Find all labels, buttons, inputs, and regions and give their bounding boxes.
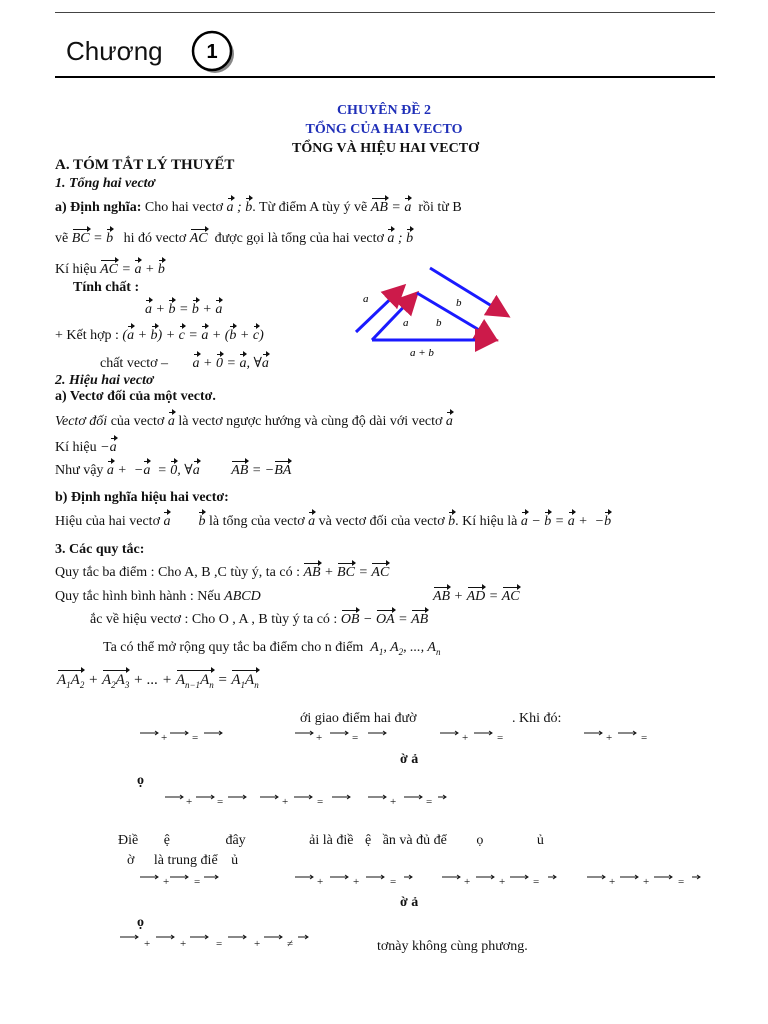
def-text-3: rồi từ B xyxy=(418,200,462,215)
extend-line: Ta có thể mở rộng quy tắc ba điểm cho n điểm $A_1$, $A_2$, ..., $A_n$ xyxy=(103,640,441,657)
label-a-mid: a xyxy=(403,317,409,329)
svg-text:=: = xyxy=(216,938,223,948)
cond-frag-4: ệ xyxy=(364,833,372,848)
rule2-text: Quy tắc hình bình hành : Nếu xyxy=(55,589,221,604)
definition-line-1: a) Định nghĩa: Cho hai vectơ a ; b. Từ điểm A tùy ý vẽ AB = a rồi từ B xyxy=(55,200,462,215)
opposite-vector-heading: a) Vectơ đối của một vectơ. xyxy=(55,389,216,404)
svg-text:=: = xyxy=(194,876,201,886)
thus-line: Như vậy a + −a = 0, ∀a AB = −BA xyxy=(55,463,292,478)
fragment-line-1: ới giao điểm hai đườ xyxy=(300,711,417,726)
zero-vector-line: chất vectơ – a + 0 = a, ∀a xyxy=(100,356,269,371)
vector-ab xyxy=(372,293,417,340)
definition-line-2: vẽ BC = b hi đó vectơ AC được gọi là tổng của hai vectơ a ; b xyxy=(55,231,414,246)
svg-text:+: + xyxy=(643,876,650,886)
difference-def: Hiệu của hai vectơ a b là tổng của vectơ a và vectơ đối của vectơ b. Kí hiệu là a − b = a + −b xyxy=(55,514,612,529)
label-sum: a + b xyxy=(410,347,434,359)
opp-text-a: Vectơ đối xyxy=(55,414,108,429)
label-b-right: b xyxy=(456,297,462,309)
svg-text:+: + xyxy=(609,876,616,886)
svg-text:+: + xyxy=(180,938,187,948)
zero-vector-label: chất vectơ – xyxy=(100,356,169,371)
diff-text-3: và vectơ đối của vectơ xyxy=(318,514,445,529)
section-2-heading: 2. Hiệu hai vectơ xyxy=(55,373,154,388)
notation-line: Kí hiệu AC = a + b xyxy=(55,262,165,277)
condition-line xyxy=(118,833,544,849)
svg-text:+: + xyxy=(144,938,151,948)
svg-text:=: = xyxy=(426,796,433,806)
fragment-oa-1: ờ ả xyxy=(400,752,419,767)
rule-difference: ắc về hiệu vectơ : Cho O , A , B tùy ý ta có : OB − OA = AB xyxy=(90,612,429,627)
formula-row-1 xyxy=(140,728,680,742)
fragment-o-1: ọ xyxy=(137,773,144,788)
parallelogram-formula: AB + AD = AC xyxy=(433,589,520,604)
diff-text-2: là tổng của vectơ xyxy=(208,514,305,529)
def2-text-1: vẽ xyxy=(55,231,69,246)
mid-frag-1: ờ xyxy=(127,853,135,868)
thus-label: Như vậy xyxy=(55,463,104,478)
svg-text:=: = xyxy=(217,796,224,806)
title-2: TỔNG VÀ HIỆU HAI VECTƠ xyxy=(292,141,479,156)
properties-label: Tính chất : xyxy=(73,280,140,295)
rule2-abcd: ABCD xyxy=(224,589,261,604)
chapter-number-badge xyxy=(191,30,235,74)
opp-text-b: của vectơ xyxy=(110,414,165,429)
section-1-heading: 1. Tổng hai vectơ xyxy=(55,176,156,191)
topic-title: CHUYÊN ĐỀ 2 xyxy=(336,103,432,118)
def-text-1: Cho hai vectơ xyxy=(144,200,224,215)
rule-parallelogram xyxy=(55,589,261,605)
svg-text:=: = xyxy=(317,796,324,806)
svg-text:+: + xyxy=(163,876,170,886)
svg-text:+: + xyxy=(606,732,613,742)
svg-text:=: = xyxy=(533,876,540,886)
cond-frag-1: ệ xyxy=(163,833,170,848)
top-rule xyxy=(55,12,715,13)
label-a-left: a xyxy=(363,293,369,305)
svg-text:=: = xyxy=(192,732,199,742)
svg-text:+: + xyxy=(462,732,469,742)
extend-text: Ta có thể mở rộng quy tắc ba điểm cho n điểm xyxy=(103,640,364,655)
cond-frag-2: đây xyxy=(225,833,246,848)
chapter-word: Chương xyxy=(66,36,163,66)
cond-frag-6: ọ xyxy=(476,833,484,848)
title-1: TỔNG CỦA HAI VECTO xyxy=(305,122,463,137)
svg-text:+: + xyxy=(317,876,324,886)
svg-text:=: = xyxy=(497,732,504,742)
svg-text:+: + xyxy=(390,796,397,806)
opp-text-c: là vectơ ngược hướng và cùng độ dài với vectơ xyxy=(178,414,443,429)
fragment-line-1b: . Khi đó: xyxy=(512,711,562,726)
mid-frag-3: ủ xyxy=(231,853,239,868)
section-a-heading: A. TÓM TẮT LÝ THUYẾT xyxy=(55,157,235,173)
cond-frag-3: ải là điề xyxy=(309,833,354,848)
svg-text:≠: ≠ xyxy=(287,938,294,948)
opposite-vector-def: Vectơ đối của vectơ a là vectơ ngược hướng và cùng độ dài với vectơ a xyxy=(55,414,453,429)
difference-heading: b) Định nghĩa hiệu hai vectơ: xyxy=(55,490,229,505)
svg-text:+: + xyxy=(254,938,261,948)
svg-text:+: + xyxy=(316,732,323,742)
associative-line: + Kết hợp : (a + b) + c = a + (b + c) xyxy=(55,328,264,343)
svg-text:=: = xyxy=(352,732,359,742)
vector-sum-figure xyxy=(340,258,520,368)
def2-text-2: hi đó vectơ xyxy=(123,231,187,246)
diff-text-1: Hiệu của hai vectơ xyxy=(55,514,160,529)
def-text-2: . Từ điểm A tùy ý vẽ xyxy=(252,200,368,215)
formula-row-3 xyxy=(120,872,710,886)
rule1-text: Quy tắc ba điểm : Cho A, B ,C tùy ý, ta có : xyxy=(55,565,300,580)
svg-text:+: + xyxy=(499,876,506,886)
label-b-mid: b xyxy=(436,317,442,329)
formula-row-2 xyxy=(160,792,460,806)
svg-text:=: = xyxy=(390,876,397,886)
commutative-formula: a + b = b + a xyxy=(145,302,223,317)
rule3-text: ắc về hiệu vectơ : Cho O , A , B tùy ý ta có : xyxy=(90,612,338,627)
definition-label: a) Định nghĩa: xyxy=(55,200,142,215)
svg-text:+: + xyxy=(186,796,193,806)
fragment-oa-2: ờ ả xyxy=(400,895,419,910)
cond-frag-5: ần và đủ để xyxy=(382,833,447,848)
svg-text:=: = xyxy=(641,732,648,742)
svg-text:+: + xyxy=(161,732,168,742)
svg-text:=: = xyxy=(678,876,685,886)
svg-text:+: + xyxy=(282,796,289,806)
cond-frag-0: Điề xyxy=(118,833,139,848)
last-fragment: tơnày không cùng phương. xyxy=(377,939,528,954)
def2-text-3: được gọi là tổng của hai vectơ xyxy=(214,231,384,246)
notation-label: Kí hiệu xyxy=(55,262,97,277)
svg-text:+: + xyxy=(464,876,471,886)
fragment-o-2: ọ xyxy=(137,915,144,930)
diff-text-4: . Kí hiệu là xyxy=(455,514,518,529)
opp-notation-label: Kí hiệu xyxy=(55,440,97,455)
section-3-heading: 3. Các quy tắc: xyxy=(55,542,145,557)
extended-rule-formula: $A_1A_2 + A_2A_3$ + ... + $A_{n-1}A_n = A_1A_n$ xyxy=(57,672,259,690)
chapter-rule xyxy=(55,76,715,78)
associative-label: + Kết hợp : xyxy=(55,328,119,343)
svg-text:+: + xyxy=(353,876,360,886)
chapter-number: 1 xyxy=(206,41,218,63)
rule-three-points: Quy tắc ba điểm : Cho A, B ,C tùy ý, ta có : AB + BC = AC xyxy=(55,565,390,580)
mid-frag-2: là trung điể xyxy=(153,853,218,868)
opposite-notation: Kí hiệu −a xyxy=(55,440,117,455)
cond-frag-7: ủ xyxy=(536,833,544,848)
midpoint-line xyxy=(127,853,238,869)
formula-row-4 xyxy=(118,932,318,948)
